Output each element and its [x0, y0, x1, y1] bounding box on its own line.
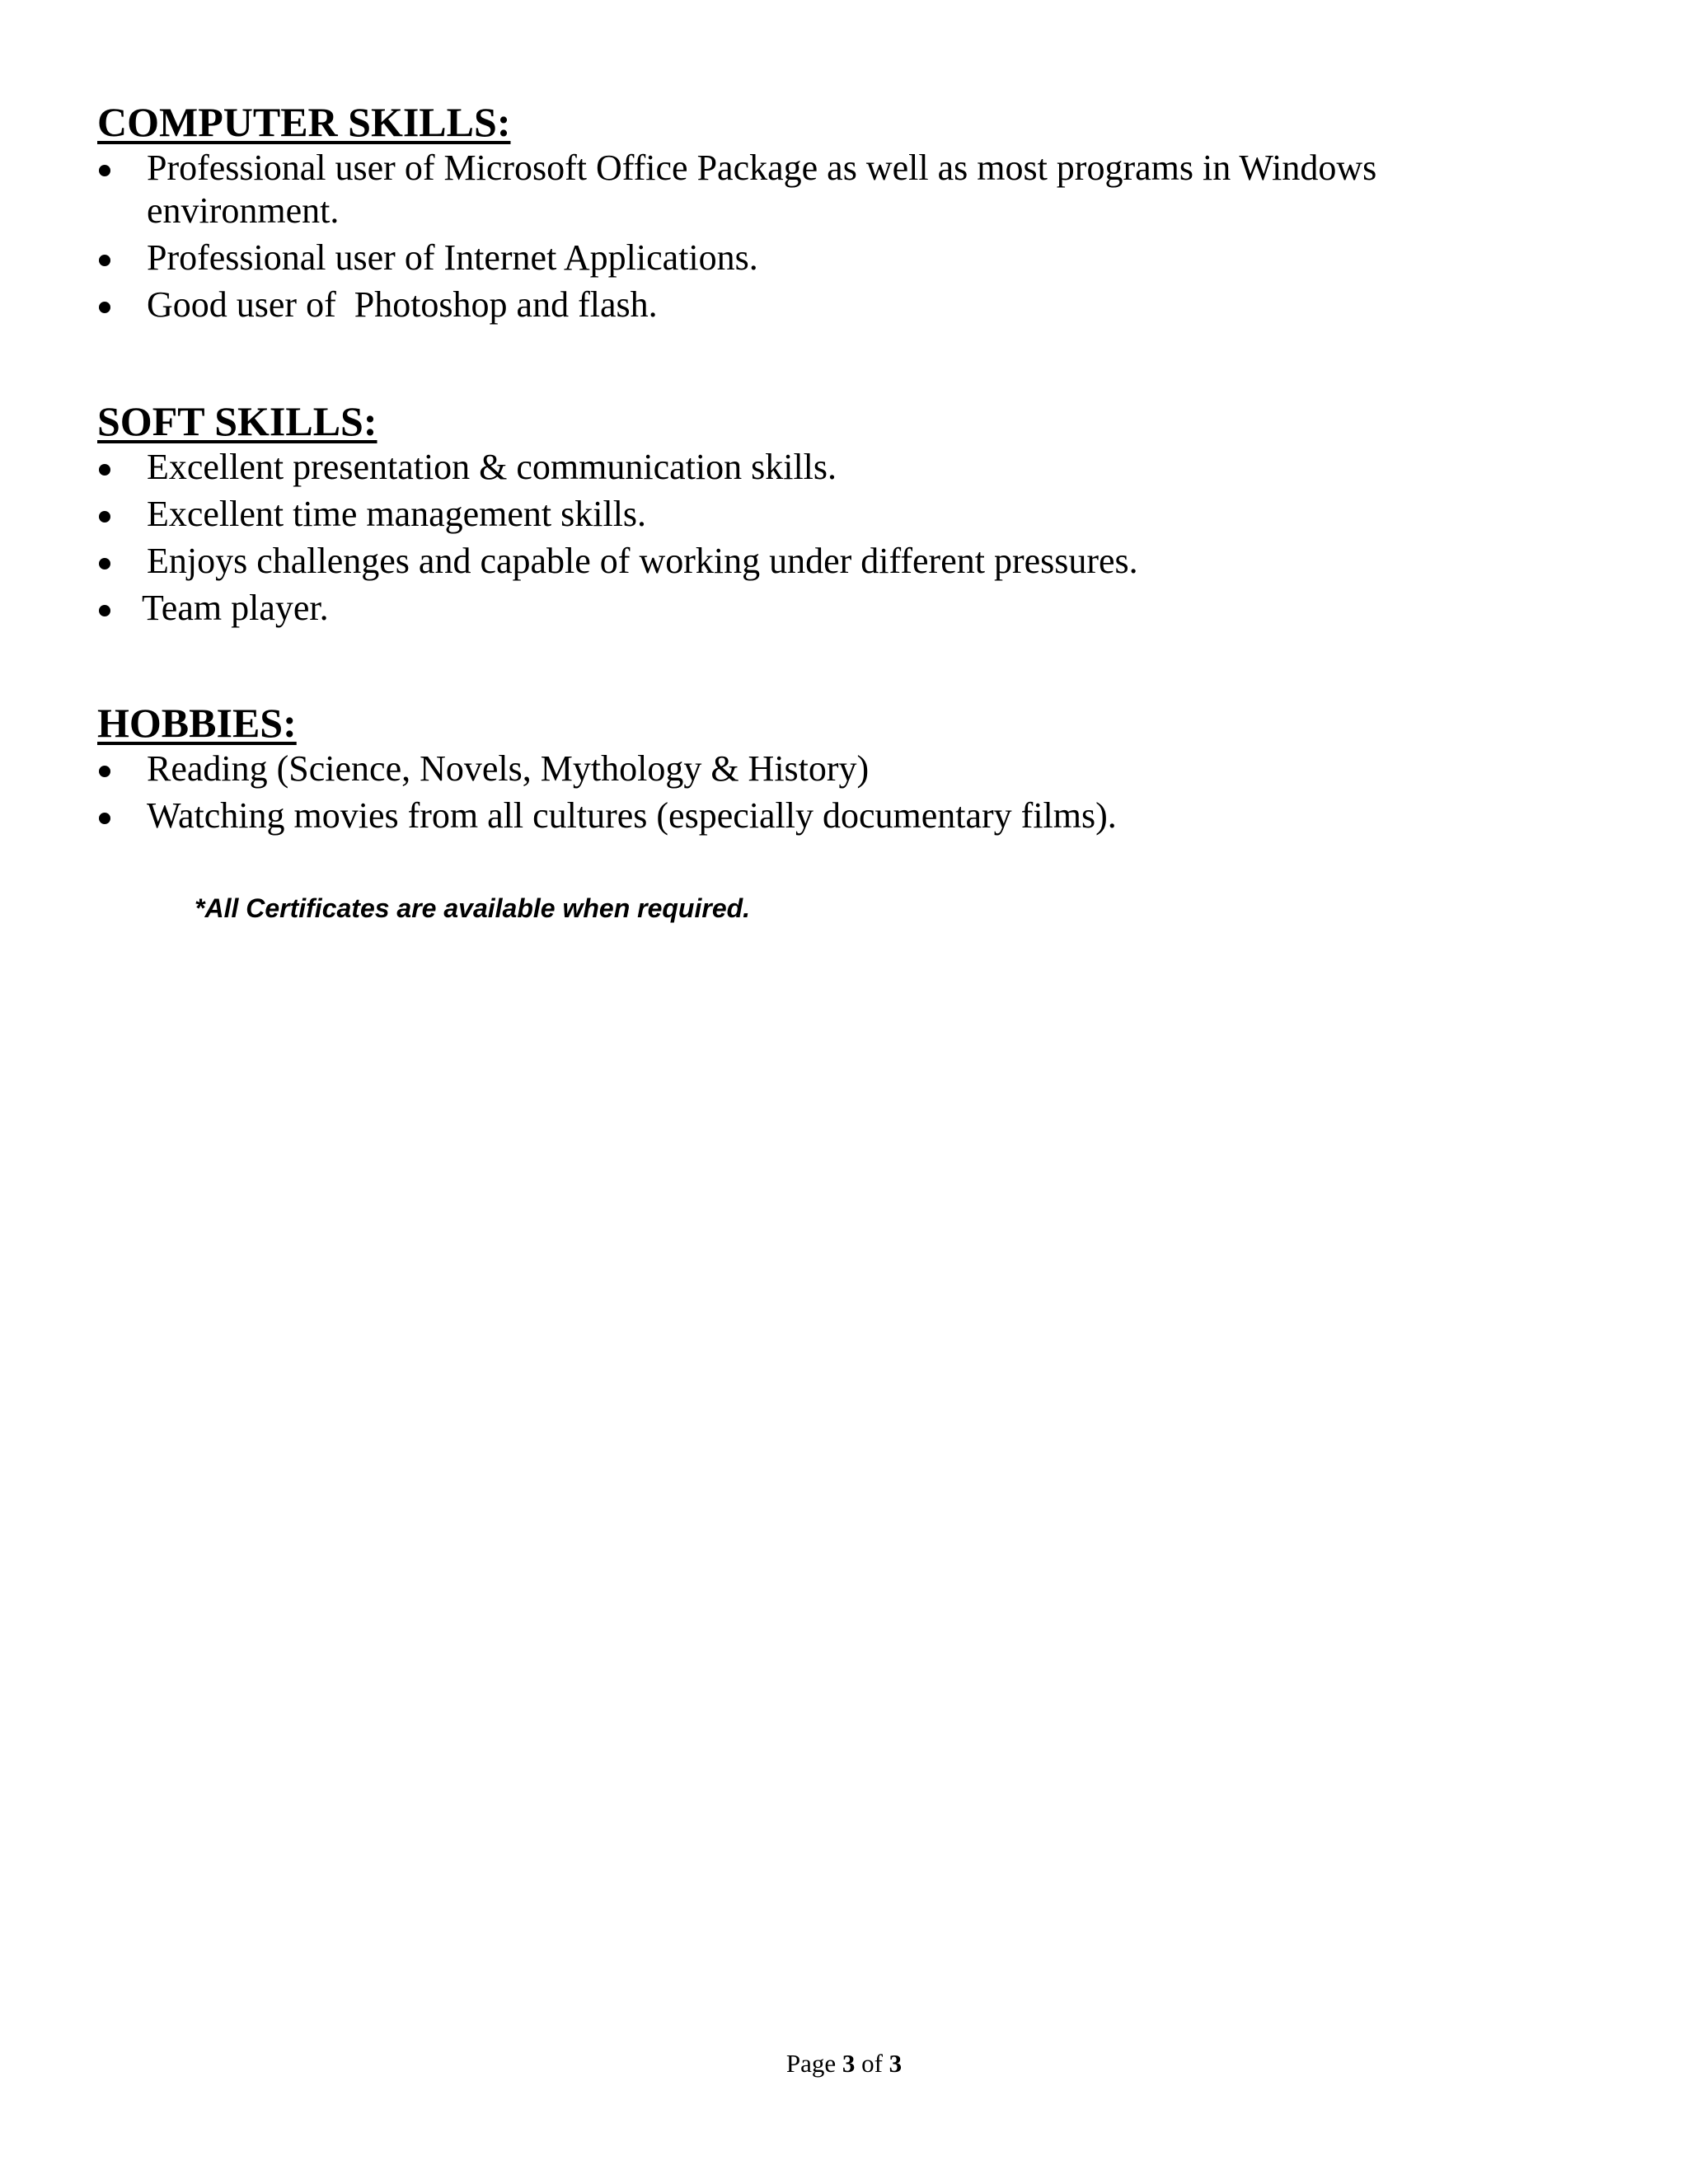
soft-skills-list [97, 446, 1564, 630]
page-footer [0, 2047, 1688, 2080]
soft-skills-section [97, 396, 1564, 634]
list-item-text: Excellent time management skills. [147, 494, 647, 534]
list-item-text: Professional user of Internet Applications. [147, 237, 758, 278]
list-item [97, 540, 1564, 583]
bullet-icon [99, 255, 110, 266]
list-item [97, 493, 1564, 536]
soft-skills-heading: SOFT SKILLS: [97, 398, 377, 444]
bullet-icon [99, 302, 110, 313]
list-item [97, 446, 1564, 489]
certificates-note: *All Certificates are available when required. [195, 893, 751, 923]
bullet-icon [99, 813, 110, 824]
list-item-text: Reading (Science, Novels, Mythology & History) [147, 748, 870, 789]
computer-skills-list [97, 147, 1564, 326]
page-label: Page [785, 2049, 837, 2078]
list-item-text: Excellent presentation & communication skills. [147, 447, 837, 487]
computer-skills-heading: COMPUTER SKILLS: [97, 99, 511, 145]
list-item [97, 587, 1564, 630]
bullet-icon [99, 464, 110, 476]
list-item [97, 237, 1564, 279]
list-item [97, 748, 1564, 790]
list-item-text: Enjoys challenges and capable of working under different pressures. [147, 541, 1138, 581]
hobbies-list [97, 748, 1564, 837]
current-page-number: 3 [842, 2049, 856, 2078]
list-item-text: Professional user of Microsoft Office Package as well as most programs in Windows environment. [147, 148, 1377, 231]
bullet-icon [99, 766, 110, 777]
bullet-icon [99, 511, 110, 523]
of-label: of [861, 2049, 883, 2078]
list-item [97, 794, 1564, 837]
bullet-icon [99, 605, 110, 616]
hobbies-section [97, 698, 1564, 841]
bullet-icon [99, 165, 110, 176]
hobbies-heading: HOBBIES: [97, 700, 297, 746]
bullet-icon [99, 558, 110, 569]
list-item-text: Good user of Photoshop and flash. [147, 284, 658, 325]
list-item [97, 284, 1564, 326]
computer-skills-section [97, 97, 1564, 330]
list-item [97, 147, 1548, 232]
list-item-text: Watching movies from all cultures (especially documentary films). [147, 795, 1117, 836]
total-pages-number: 3 [889, 2049, 903, 2078]
list-item-text: Team player. [142, 588, 329, 628]
